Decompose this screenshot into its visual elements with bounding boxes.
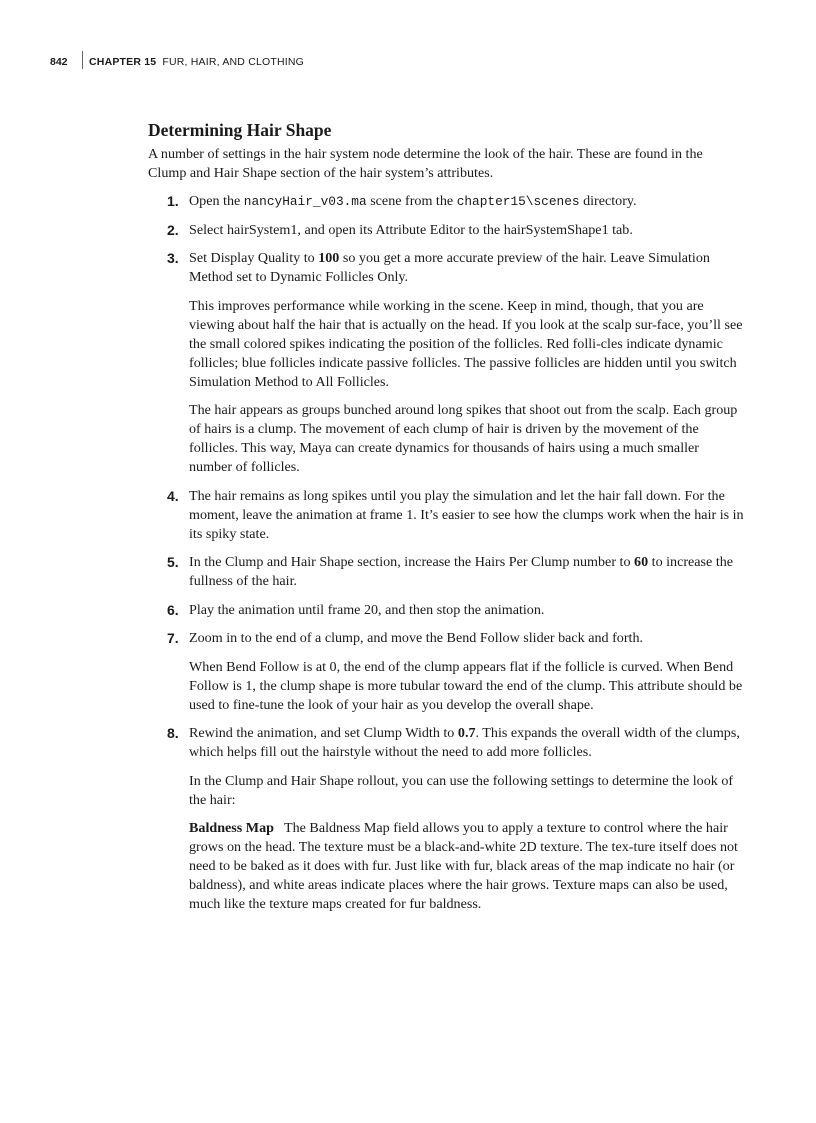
step-paragraph: In the Clump and Hair Shape rollout, you can use the following settings to determine the look of the hair: (189, 772, 734, 808)
step-1 (148, 192, 744, 211)
step-number: 3. (167, 250, 179, 266)
step-text: In the Clump and Hair Shape section, increase the Hairs Per Clump number to 60 to increase the fullness of the hair. (189, 554, 734, 589)
step-text: Zoom in to the end of a clump, and move the Bend Follow slider back and forth. (189, 630, 644, 646)
chapter-title: FUR, HAIR, AND CLOTHING (162, 56, 305, 68)
step-number: 7. (167, 630, 179, 646)
step-paragraph: This improves performance while working in the scene. Keep in mind, though, that you are viewing about half the hair that is actually on the head. If you look at the scalp sur-face, you’ll see the small colored spikes indicating the position of the follicles. Red folli-cles indicate dynamic follicles; blue follicles indicate passive follicles. The passive follicles are hidden until you switch Simulation Method to All Follicles. (189, 297, 743, 390)
chapter-label: CHAPTER 15 (89, 56, 157, 68)
setting-value: 100 (318, 250, 340, 266)
step-5 (148, 553, 744, 591)
running-header (50, 55, 304, 69)
step-2 (148, 221, 744, 240)
step-7 (148, 629, 744, 715)
step-text: Open the nancyHair_v03.ma scene from the chapter15\scenes directory. (189, 193, 637, 209)
step-text: Select hairSystem1, and open its Attribute Editor to the hairSystemShape1 tab. (189, 221, 633, 238)
step-4 (148, 487, 744, 544)
step-text: Set Display Quality to 100 so you get a more accurate preview of the hair. Leave Simulation Method set to Dynamic Follicles Only. (189, 250, 710, 285)
section-intro: A number of settings in the hair system node determine the look of the hair. These are found in the Clump and Hair Shape section of the hair system’s attributes. (148, 146, 703, 181)
definition-paragraph (189, 819, 744, 914)
step-number: 5. (167, 554, 179, 570)
setting-value: 60 (634, 554, 649, 570)
section-heading: Determining Hair Shape (148, 120, 332, 140)
step-number: 2. (167, 221, 179, 238)
step-paragraph: When Bend Follow is at 0, the end of the clump appears flat if the follicle is curved. When Bend Follow is 1, the clump shape is more tubular toward the end of the clump. This attribute should be used to fine-tune the look of your hair as you develop the overall shape. (189, 658, 743, 713)
step-number: 8. (167, 725, 179, 741)
definition-term: Baldness Map (189, 820, 274, 836)
page-number: 842 (50, 56, 68, 68)
step-text: Rewind the animation, and set Clump Width to 0.7. This expands the overall width of the clumps, which helps fill out the hairstyle without the need to add more follicles. (189, 725, 740, 760)
directory-path: chapter15\scenes (456, 194, 580, 209)
step-6 (148, 601, 744, 620)
step-number: 6. (167, 601, 179, 618)
header-divider (82, 51, 83, 69)
step-8 (148, 724, 744, 914)
step-number: 1. (167, 193, 179, 209)
step-paragraph: The hair appears as groups bunched around long spikes that shoot out from the scalp. Each group of hairs is a clump. The movement of each clump of hair is driven by the movement of the follicles. This way, Maya can create dynamics for thousands of hairs using a much smaller number of follicles. (189, 402, 738, 475)
setting-value: 0.7 (457, 725, 476, 741)
definition-text: The Baldness Map field allows you to apply a texture to control where the hair grows on the head. The texture must be a black-and-white 2D texture. The tex-ture itself does not need to be baked as it does with fur. Just like with fur, black areas of the map indicate no hair (or baldness), and white areas indicate places where the hair grows. Texture maps can also be used, much like the texture maps created for fur baldness. (189, 820, 738, 912)
step-3 (148, 249, 744, 477)
step-text: The hair remains as long spikes until you play the simulation and let the hair fall down. For the moment, leave the animation at frame 1. It’s easier to see how the clumps work when the hair is in its spiky state. (189, 487, 744, 542)
step-text: Play the animation until frame 20, and then stop the animation. (189, 601, 545, 618)
file-name: nancyHair_v03.ma (243, 194, 367, 209)
step-number: 4. (167, 487, 179, 504)
step-list (148, 192, 744, 924)
